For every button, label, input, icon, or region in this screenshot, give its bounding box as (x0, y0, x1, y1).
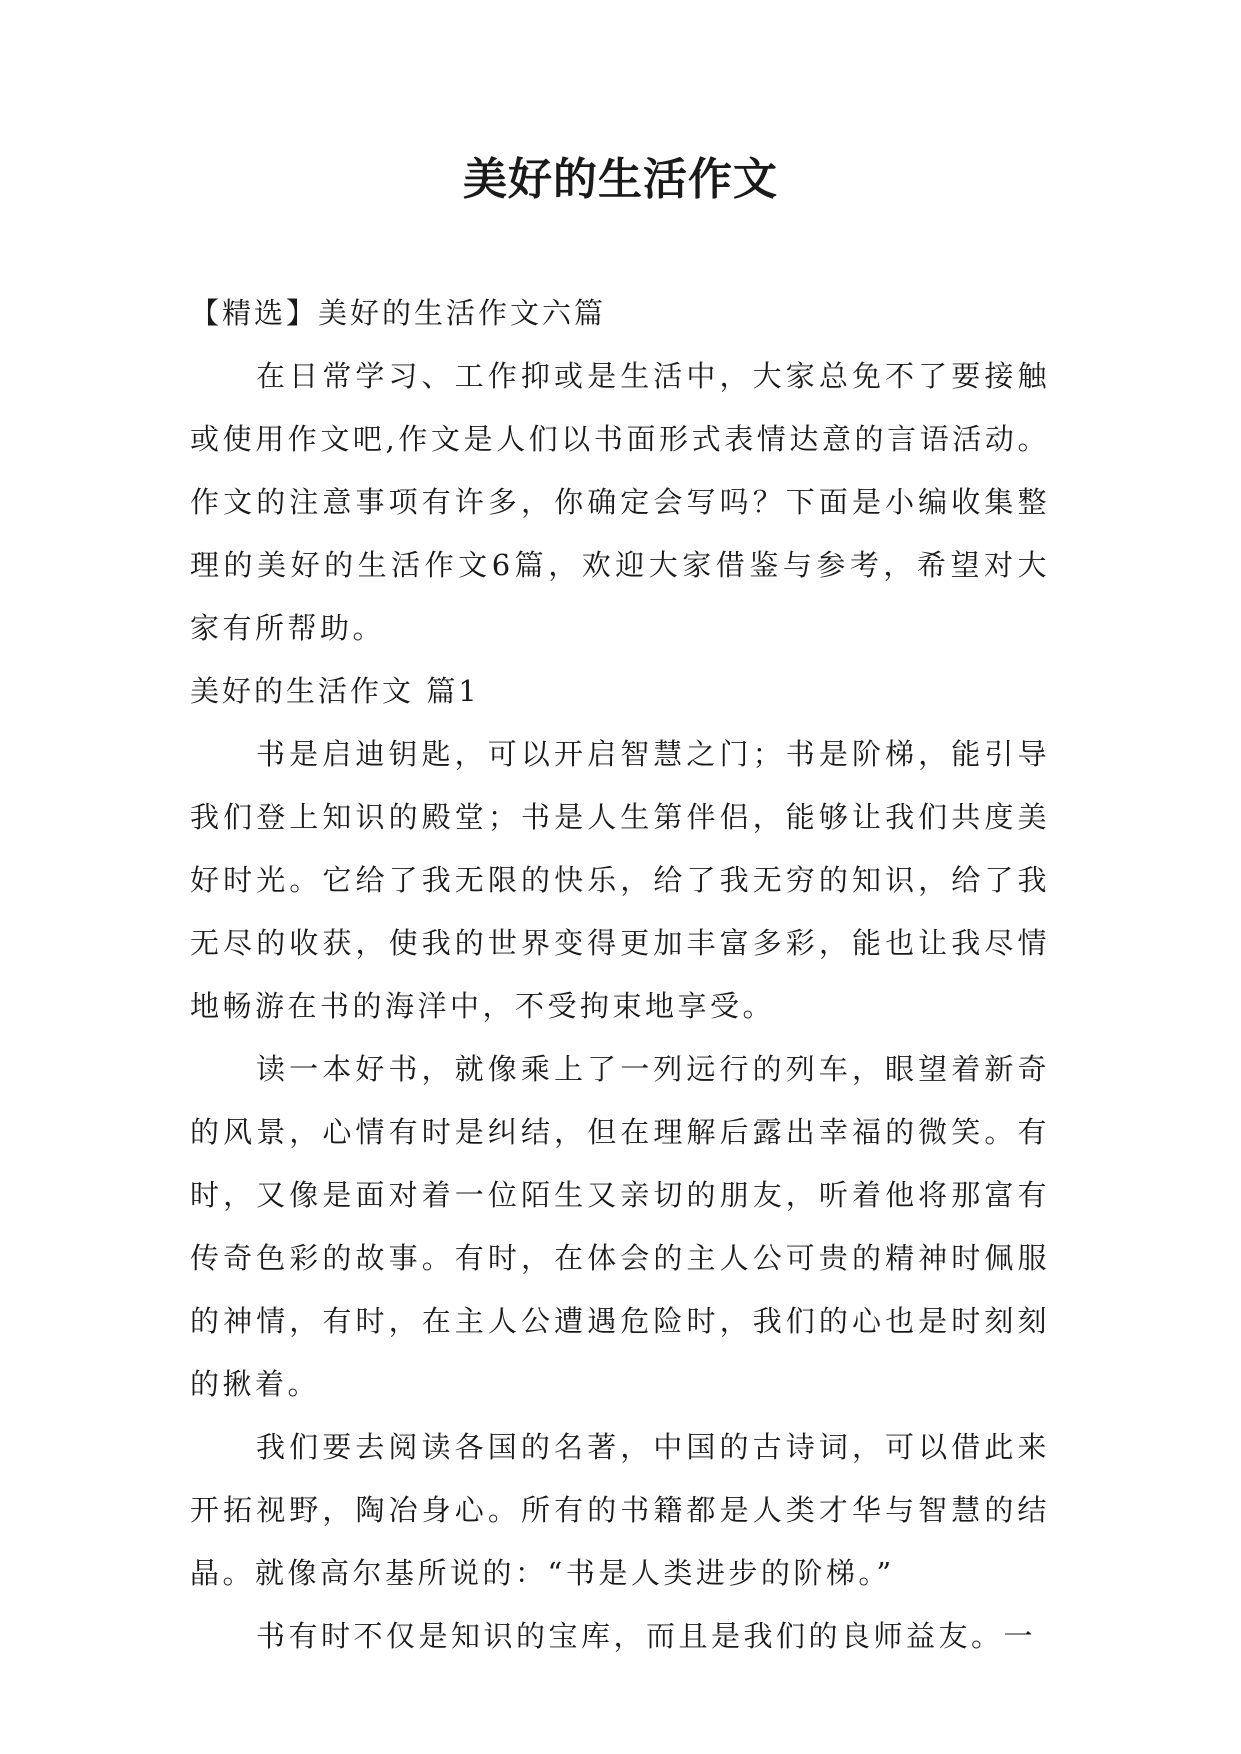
body-paragraph: 我们要去阅读各国的名著，中国的古诗词，可以借此来开拓视野，陶冶身心。所有的书籍都是人类才华与智慧的结晶。就像高尔基所说的：“书是人类进步的阶梯。” (190, 1430, 1050, 1590)
document-subtitle: 【精选】美好的生活作文六篇 (190, 296, 607, 330)
intro-paragraph: 在日常学习、工作抑或是生活中，大家总免不了要接触或使用作文吧,作文是人们以书面形式表情达意的言语活动。作文的注意事项有许多，你确定会写吗？下面是小编收集整理的美好的生活作文6篇，欢迎大家借鉴与参考，希望对大家有所帮助。 (190, 359, 1050, 645)
body-paragraph: 读一本好书，就像乘上了一列远行的列车，眼望着新奇的风景，心情有时是纠结，但在理解后露出幸福的微笑。有时，又像是面对着一位陌生又亲切的朋友，听着他将那富有传奇色彩的故事。有时，在体会的主人公可贵的精神时佩服的神情，有时，在主人公遭遇危险时，我们的心也是时刻刻的揪着。 (190, 1052, 1050, 1401)
body-paragraph: 书是启迪钥匙，可以开启智慧之门；书是阶梯，能引导我们登上知识的殿堂；书是人生第伴侣，能够让我们共度美好时光。它给了我无限的快乐，给了我无穷的知识，给了我无尽的收获，使我的世界变得更加丰富多彩，能也让我尽情地畅游在书的海洋中，不受拘束地享受。 (190, 737, 1050, 1023)
body-paragraph: 书有时不仅是知识的宝库，而且是我们的良师益友。一 (256, 1619, 1037, 1653)
document-title: 美好的生活作文 (463, 154, 778, 205)
section-heading: 美好的生活作文 篇1 (190, 674, 480, 708)
document-body (190, 282, 1050, 1668)
